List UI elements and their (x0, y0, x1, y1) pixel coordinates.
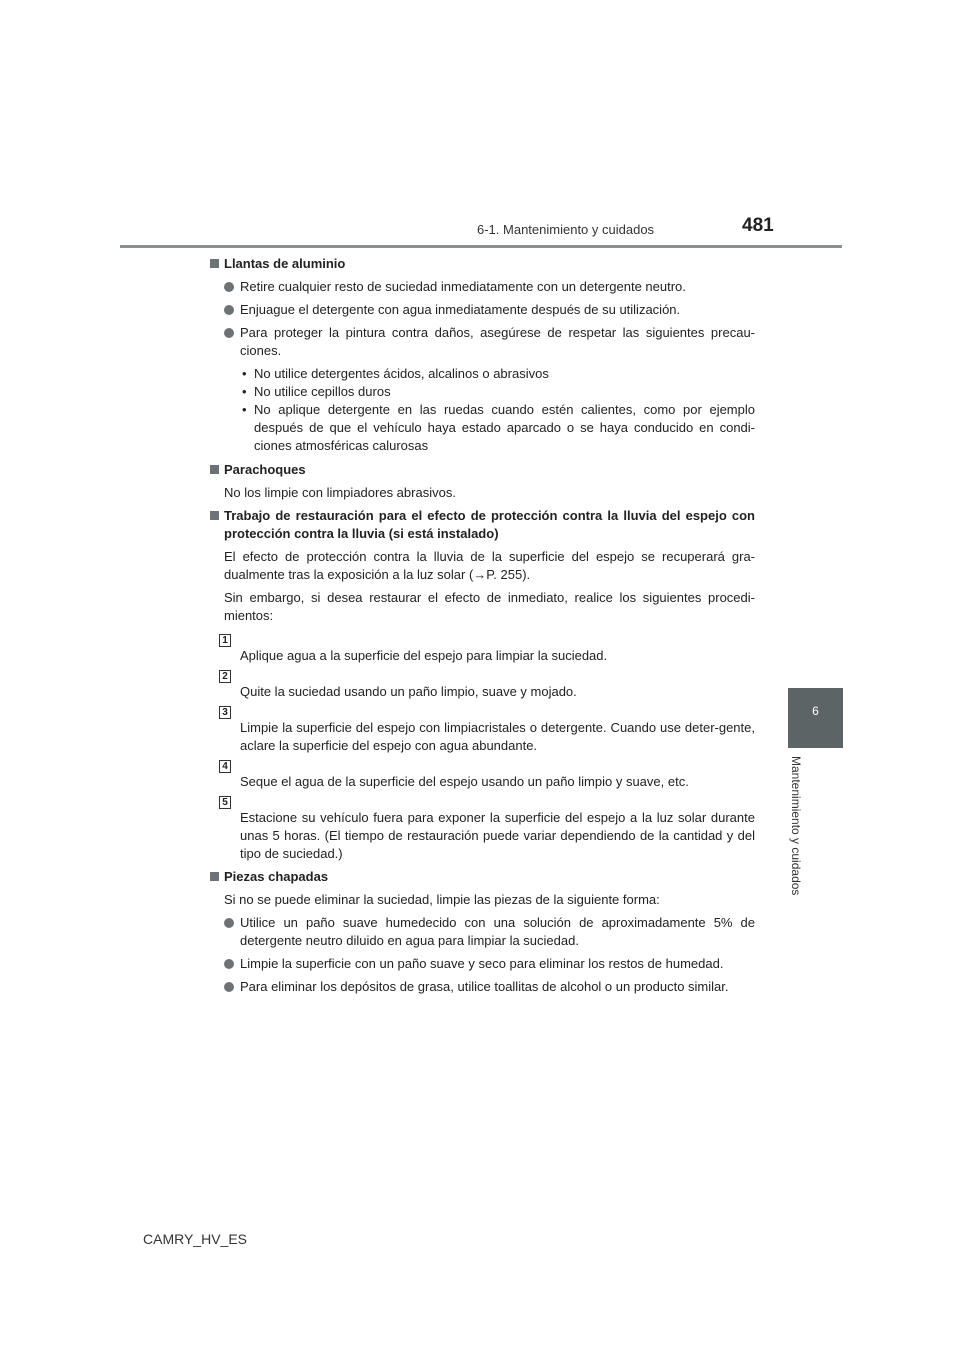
square-bullet-icon (210, 872, 219, 881)
step-item: 3 Limpie la superficie del espejo con limpiacristales o detergente. Cuando use deter-gente, aclare la superficie del espejo con agua abundante. (210, 719, 755, 755)
sub-list-item: • No aplique detergente en las ruedas cuando estén calientes, como por ejemplo después de que el vehículo haya estado aparcado o se haya conducido en condi-ciones atmosféricas calurosas (242, 402, 755, 453)
circle-bullet-icon (224, 982, 234, 992)
section-title-llantas: Llantas de aluminio (210, 255, 755, 273)
step-item: 1 Aplique agua a la superficie del espejo para limpiar la suciedad. (210, 647, 755, 665)
list-item: Para proteger la pintura contra daños, asegúrese de respetar las siguientes precau-ciones. (210, 324, 755, 360)
circle-bullet-icon (224, 918, 234, 928)
square-bullet-icon (210, 465, 219, 474)
header-divider (120, 245, 842, 248)
sub-list-item: • No utilice detergentes ácidos, alcalinos o abrasivos (242, 366, 549, 381)
step-number-badge: 4 (219, 760, 231, 773)
footer-model-code: CAMRY_HV_ES (143, 1231, 248, 1247)
section-title-parachoques: Parachoques (210, 461, 755, 479)
circle-bullet-icon (224, 282, 234, 292)
paragraph: El efecto de protección contra la lluvia de la superficie del espejo se recuperará gra-dualmente tras la exposición a la luz solar (→P. 255). (224, 549, 755, 582)
step-number-badge: 1 (219, 634, 231, 647)
section-heading: 6-1. Mantenimiento y cuidados (477, 222, 655, 237)
list-item: Enjuague el detergente con agua inmediatamente después de su utilización. (210, 301, 755, 319)
list-item: Retire cualquier resto de suciedad inmediatamente con un detergente neutro. (210, 278, 755, 296)
chapter-tab[interactable] (788, 688, 843, 748)
circle-bullet-icon (224, 305, 234, 315)
section-title-restauracion: Trabajo de restauración para el efecto de protección contra la lluvia del espejo con protección contra la lluvia (si está instalado) (210, 507, 755, 543)
section-title-piezas: Piezas chapadas (210, 868, 755, 886)
circle-bullet-icon (224, 328, 234, 338)
circle-bullet-icon (224, 959, 234, 969)
step-number-badge: 2 (219, 670, 231, 683)
step-number-badge: 3 (219, 706, 231, 719)
paragraph: No los limpie con limpiadores abrasivos. (224, 485, 456, 500)
step-item: 5 Estacione su vehículo fuera para exponer la superficie del espejo a la luz solar durante unas 5 horas. (El tiempo de restauración puede variar dependiendo de la cantidad y del tipo de suciedad.) (210, 809, 755, 863)
page-number: 481 (742, 215, 774, 236)
step-item: 4 Seque el agua de la superficie del espejo usando un paño limpio y suave, etc. (210, 773, 755, 791)
list-item: Utilice un paño suave humedecido con una solución de aproximadamente 5% de detergente neutro diluido en agua para limpiar la suciedad. (210, 914, 755, 950)
step-item: 2 Quite la suciedad usando un paño limpio, suave y mojado. (210, 683, 755, 701)
list-item: Limpie la superficie con un paño suave y seco para eliminar los restos de humedad. (210, 955, 755, 973)
paragraph: Sin embargo, si desea restaurar el efecto de inmediato, realice los siguientes procedi-mientos: (224, 590, 755, 623)
sub-list-item: • No utilice cepillos duros (242, 384, 391, 399)
list-item: Para eliminar los depósitos de grasa, utilice toallitas de alcohol o un producto similar. (210, 978, 755, 996)
square-bullet-icon (210, 511, 219, 520)
paragraph: Si no se puede eliminar la suciedad, limpie las piezas de la siguiente forma: (224, 892, 660, 907)
chapter-label: Mantenimiento y cuidados (789, 756, 803, 896)
square-bullet-icon (210, 259, 219, 268)
page-content (210, 255, 755, 1001)
sub-list (210, 365, 755, 455)
step-number-badge: 5 (219, 796, 231, 809)
chapter-number: 6 (812, 704, 819, 718)
